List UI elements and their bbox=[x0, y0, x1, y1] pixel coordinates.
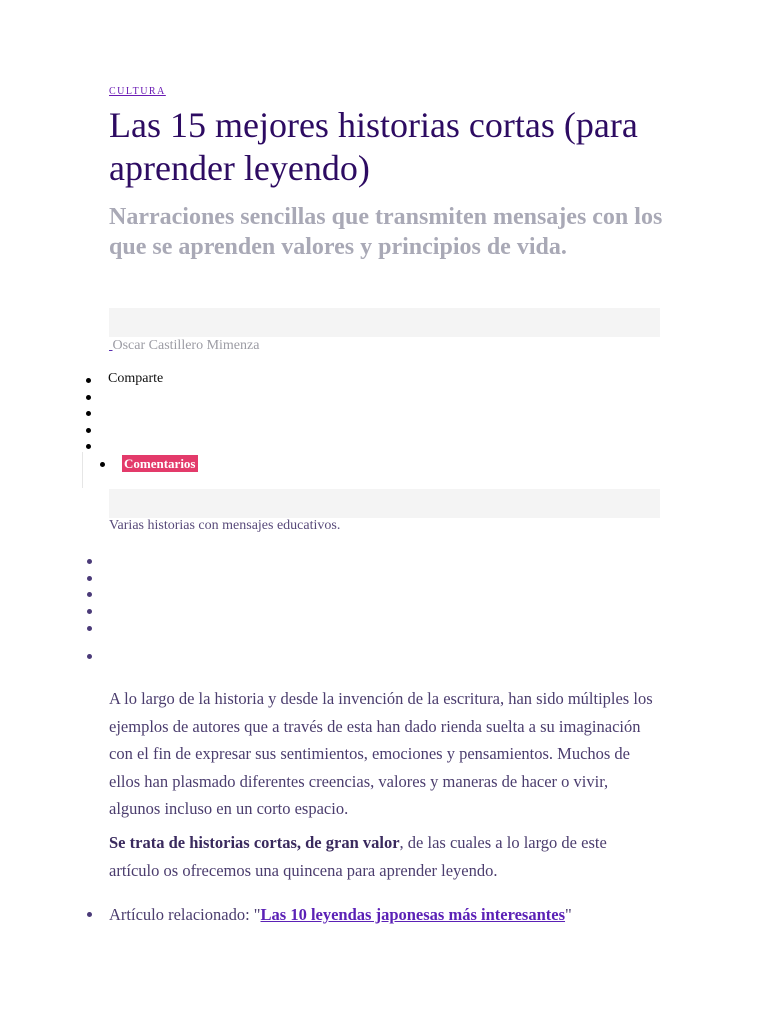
image-caption: Varias historias con mensajes educativos. bbox=[109, 518, 341, 533]
body-paragraph-rest: , de las cuales a lo largo de este artículo os ofrecemos una quincena para aprender leyendo. bbox=[109, 833, 607, 880]
share-item-twitter[interactable] bbox=[86, 411, 91, 416]
category-link[interactable]: CULTURA bbox=[109, 86, 166, 97]
related-article-link[interactable]: Las 10 leyendas japonesas más interesantes bbox=[260, 905, 566, 924]
author-link[interactable] bbox=[109, 338, 259, 354]
share-item-6[interactable] bbox=[87, 654, 92, 659]
share-item-2[interactable] bbox=[87, 576, 92, 581]
share-item-5[interactable] bbox=[87, 626, 92, 631]
share-item-4[interactable] bbox=[87, 609, 92, 614]
author-name: Oscar Castillero Mimenza bbox=[112, 338, 260, 353]
comments-list-bullet bbox=[100, 462, 105, 467]
article-subtitle: Narraciones sencillas que transmiten mensajes con los que se aprenden valores y principios de vida. bbox=[109, 204, 663, 260]
share-item-facebook[interactable] bbox=[86, 395, 91, 400]
author-box-placeholder bbox=[109, 308, 660, 337]
related-suffix: " bbox=[565, 905, 572, 924]
share-label: Comparte bbox=[108, 371, 164, 386]
body-paragraph: A lo largo de la historia y desde la invención de la escritura, han sido múltiples los ejemplos de autores que a través de esta han dado rienda suelta a su imaginación con el fin de expresar sus sentimientos, emociones y pensamientos. Muchos de ellos han plasmado diferentes creencias, valores y maneras de hacer o vivir, algunos incluso en un corto espacio. bbox=[109, 689, 653, 818]
related-article bbox=[109, 901, 572, 929]
share-item-1[interactable] bbox=[87, 559, 92, 564]
share-list-bullet bbox=[86, 378, 91, 383]
share-item-linkedin[interactable] bbox=[86, 428, 91, 433]
image-placeholder bbox=[109, 489, 660, 518]
related-prefix: Artículo relacionado: " bbox=[109, 905, 261, 924]
share-divider bbox=[82, 452, 83, 488]
share-item-3[interactable] bbox=[87, 592, 92, 597]
body-paragraph-highlight: Se trata de historias cortas, de gran valor bbox=[109, 833, 400, 852]
article-title: Las 15 mejores historias cortas (para aprender leyendo) bbox=[109, 105, 638, 188]
related-bullet bbox=[87, 912, 92, 917]
comments-button[interactable]: Comentarios bbox=[124, 456, 196, 471]
share-item-whatsapp[interactable] bbox=[86, 444, 91, 449]
body-paragraph bbox=[109, 829, 661, 884]
